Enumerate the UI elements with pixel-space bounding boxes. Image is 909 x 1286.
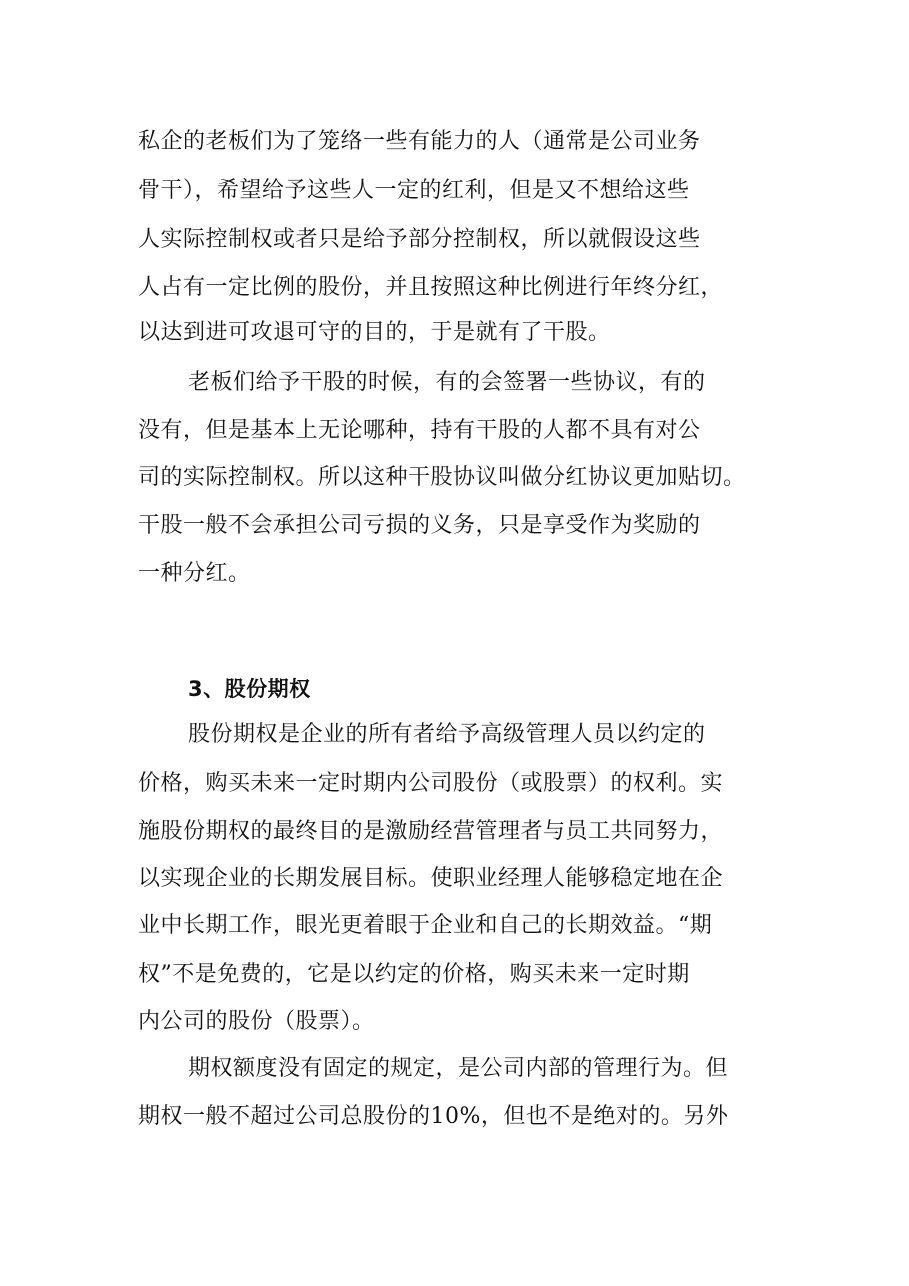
- section-paragraph-2-line-1: 期权额度没有固定的规定，是公司内部的管理行为。但: [188, 1056, 729, 1081]
- paragraph-1-line-3: 人实际控制权或者只是给予部分控制权，所以就假设这些: [138, 227, 701, 252]
- paragraph-1-line-4: 人占有一定比例的股份，并且按照这种比例进行年终分红，: [138, 275, 724, 300]
- section-paragraph-1-line-6: 权”不是免费的，它是以约定的价格，购买未来一定时期: [138, 962, 690, 987]
- paragraph-2-line-5: 一种分红。: [138, 561, 251, 586]
- paragraph-2-line-2: 没有，但是基本上无论哪种，持有干股的人都不具有对公: [138, 418, 701, 443]
- section-paragraph-2-line-2: 期权一般不超过公司总股份的10%，但也不是绝对的。另外: [138, 1104, 729, 1129]
- section-paragraph-1-line-3: 施股份期权的最终目的是激励经营管理者与员工共同努力，: [138, 819, 724, 844]
- section-heading: 3、股份期权: [188, 677, 311, 701]
- paragraph-2-line-4: 干股一般不会承担公司亏损的义务，只是享受作为奖励的: [138, 513, 701, 538]
- paragraph-1-line-1: 私企的老板们为了笼络一些有能力的人（通常是公司业务: [138, 129, 701, 154]
- section-paragraph-1-line-1: 股份期权是企业的所有者给予高级管理人员以约定的: [188, 722, 706, 747]
- section-paragraph-1-line-4: 以实现企业的长期发展目标。使职业经理人能够稳定地在企: [138, 866, 724, 891]
- paragraph-1-line-2: 骨干），希望给予这些人一定的红利，但是又不想给这些: [138, 178, 690, 203]
- section-paragraph-1-line-5: 业中长期工作，眼光更着眼于企业和自己的长期效益。“期: [138, 913, 713, 938]
- paragraph-2-line-3: 司的实际控制权。所以这种干股协议叫做分红协议更加贴切。: [138, 465, 746, 490]
- section-paragraph-1-line-7: 内公司的股份（股票）。: [138, 1009, 375, 1034]
- paragraph-1-line-5: 以达到进可攻退可守的目的，于是就有了干股。: [138, 320, 611, 345]
- section-paragraph-1-line-2: 价格，购买未来一定时期内公司股份（或股票）的权利。实: [138, 771, 724, 796]
- paragraph-2-line-1: 老板们给予干股的时候，有的会签署一些协议，有的: [188, 370, 706, 395]
